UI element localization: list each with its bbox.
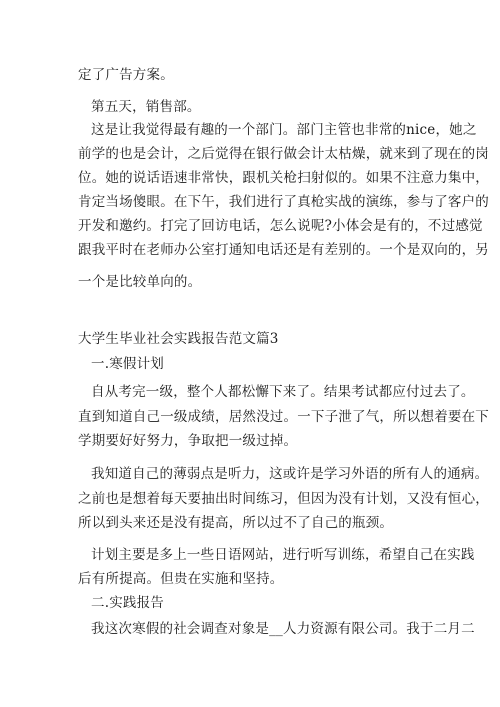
text-line: 开发和邀约。打完了回访电话，怎么说呢?小体会是有的，不过感觉 — [78, 218, 483, 234]
text-line: 所以到头来还是没有提高，所以过不了自己的瓶颈。 — [78, 515, 394, 531]
section-title: 大学生毕业社会实践报告范文篇3 — [78, 331, 279, 347]
text-line: 计划主要是多上一些日语网站，进行听写训练，希望自己在实践 — [91, 547, 475, 563]
text-line: 我这次寒假的社会调查对象是__人力资源有限公司。我于二月二 — [91, 621, 475, 637]
text-line: 自从考完一级，整个人都松懈下来了。结果考试都应付过去了。 — [91, 384, 475, 400]
text-line: 肯定当场傻眼。在下午，我们进行了真枪实战的演练，参与了客户的 — [78, 194, 489, 210]
subsection-heading: 一.寒假计划 — [91, 356, 164, 372]
text-line: 跟我平时在老师办公室打通知电话还是有差别的。一个是双向的，另 — [78, 242, 489, 258]
text-line: 这是让我觉得最有趣的一个部门。部门主管也非常的nice，她之 — [91, 122, 477, 138]
text-line: 定了广告方案。 — [78, 67, 174, 83]
subsection-heading: 二.实践报告 — [91, 595, 164, 611]
text-line: 前学的也是会计，之后觉得在银行做会计太枯燥，就来到了现在的岗 — [78, 146, 489, 162]
text-line: 位。她的说话语速非常快，跟机关枪扫射似的。如果不注意力集中， — [78, 170, 489, 186]
text-line: 直到知道自己一级成绩，居然没过。一下子泄了气，所以想着要在下 — [78, 409, 489, 425]
text-line: 第五天，销售部。 — [91, 99, 201, 115]
text-line: 后有所提高。但贵在实施和坚持。 — [78, 571, 284, 587]
text-line: 我知道自己的薄弱点是听力，这或许是学习外语的所有人的通病。 — [91, 466, 489, 482]
text-line: 学期要好好努力，争取把一级过掉。 — [78, 433, 298, 449]
text-line: 一个是比较单向的。 — [78, 274, 202, 290]
text-line: 之前也是想着每天要抽出时间练习，但因为没有计划，又没有恒心， — [78, 491, 489, 507]
